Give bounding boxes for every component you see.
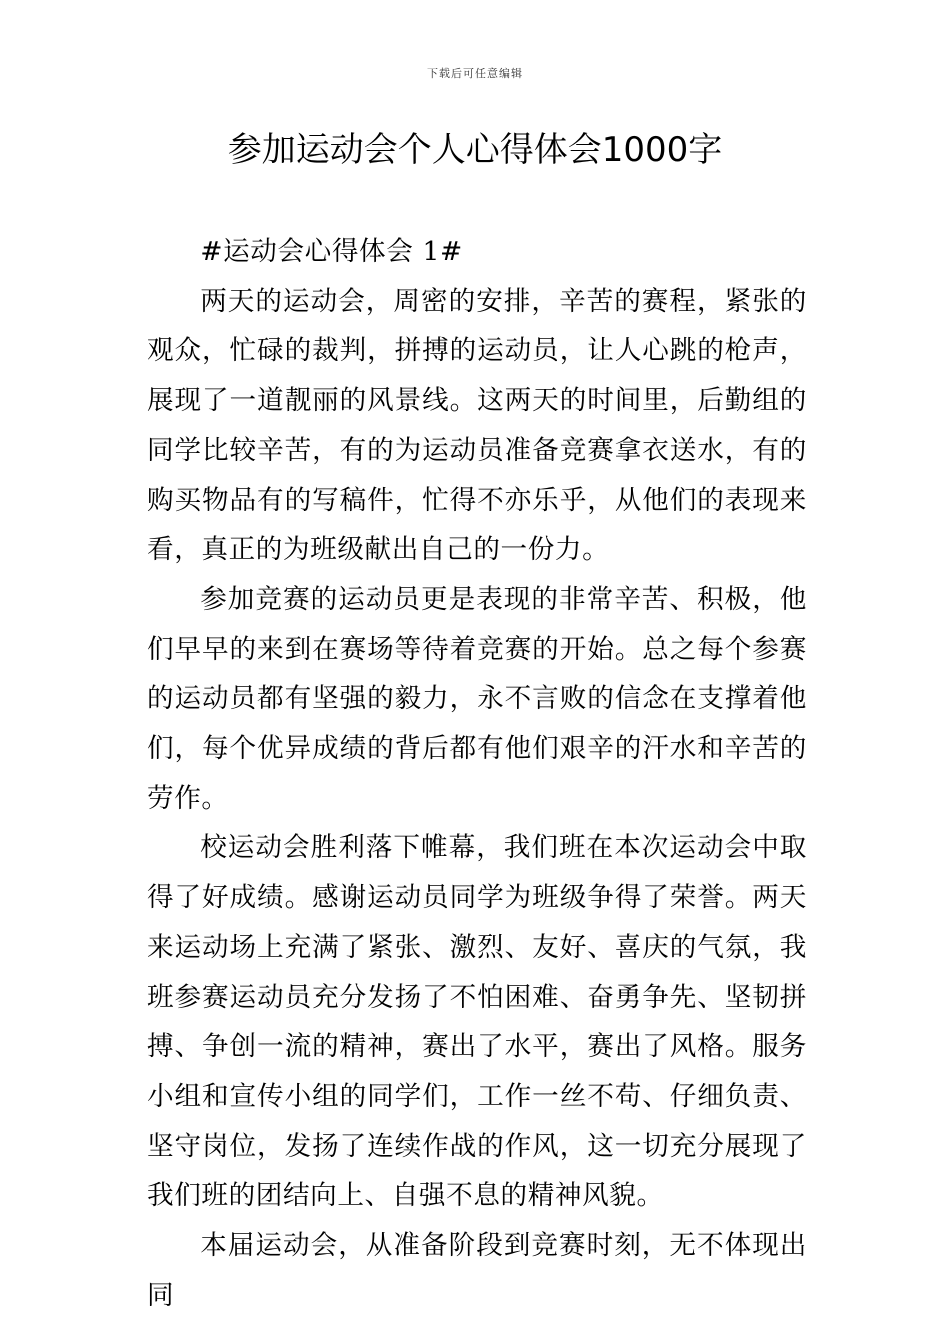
document-title: 参加运动会个人心得体会1000字	[227, 130, 723, 170]
document-body	[147, 227, 807, 1320]
paragraph-3: 校运动会胜利落下帷幕，我们班在本次运动会中取得了好成绩。感谢运动员同学为班级争得了荣誉。两天来运动场上充满了紧张、激烈、友好、喜庆的气氛，我班参赛运动员充分发扬了不怕困难、奋勇争先、坚韧拼搏、争创一流的精神，赛出了水平，赛出了风格。服务小组和宣传小组的同学们，工作一丝不苟、仔细负责、坚守岗位，发扬了连续作战的作风，这一切充分展现了我们班的团结向上、自强不息的精神风貌。	[147, 832, 807, 1212]
paragraph-1: 两天的运动会，周密的安排，辛苦的赛程，紧张的观众，忙碌的裁判，拼搏的运动员，让人心跳的枪声，展现了一道靓丽的风景线。这两天的时间里，后勤组的同学比较辛苦，有的为运动员准备竞赛拿衣送水，有的购买物品有的写稿件，忙得不亦乐乎，从他们的表现来看，真正的为班级献出自己的一份力。	[147, 285, 807, 566]
header-note: 下载后可任意编辑	[427, 67, 523, 80]
section-heading: #运动会心得体会 1#	[200, 236, 463, 267]
paragraph-4: 本届运动会，从准备阶段到竞赛时刻，无不体现出同	[147, 1230, 807, 1311]
paragraph-2: 参加竞赛的运动员更是表现的非常辛苦、积极，他们早早的来到在赛场等待着竞赛的开始。总之每个参赛的运动员都有坚强的毅力，永不言败的信念在支撑着他们，每个优异成绩的背后都有他们艰辛的汗水和辛苦的劳作。	[147, 583, 807, 814]
